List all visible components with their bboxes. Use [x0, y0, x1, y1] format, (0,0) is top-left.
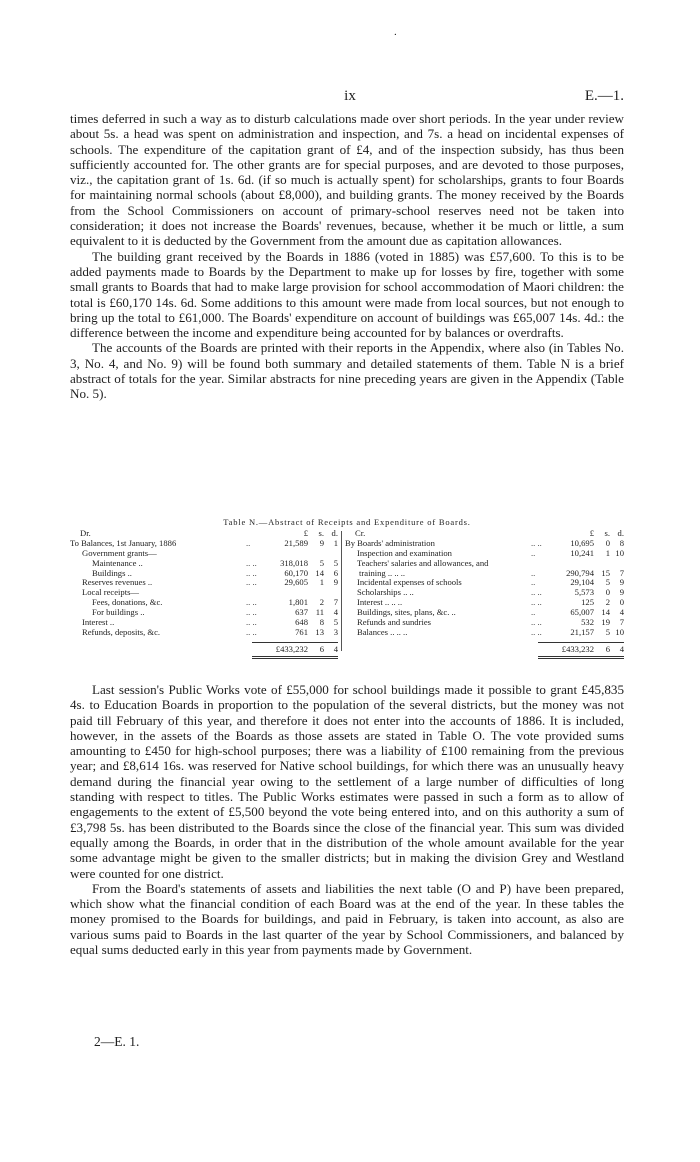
pounds: 21,589: [284, 537, 308, 548]
shillings: 5: [605, 626, 610, 637]
pounds: 60,170: [284, 567, 308, 578]
pounds: 125: [581, 597, 594, 608]
pence: 1: [333, 537, 338, 548]
debit-total-row: [70, 642, 338, 656]
row-label: Buildings, sites, plans, &c. ..: [357, 607, 456, 618]
shillings: 5: [319, 557, 324, 568]
shillings: 0: [605, 587, 610, 598]
row-amount: [556, 628, 624, 638]
total-pounds: £433,232: [561, 643, 594, 654]
total-rule: [252, 642, 338, 643]
paragraph: The accounts of the Boards are printed with their reports in the Appendix, where also (in Tables No. 3, No. 4, and No. 9) will be found both summary and detailed statements of them. Table N is a brief abstract of totals for the year. Similar abstracts for nine preceding years are given in the Appendix (Table No. 5).: [70, 340, 624, 402]
shillings: 0: [605, 537, 610, 548]
pence-header: d.: [331, 528, 338, 538]
pounds: 5,573: [574, 587, 594, 598]
row-amount: [270, 539, 338, 549]
row-amount: [556, 549, 624, 559]
credit-total-row: [345, 642, 624, 656]
leader-dots: .. ..: [531, 626, 542, 637]
total-shillings: 6: [319, 643, 324, 654]
row-label: Incidental expenses of schools: [357, 577, 462, 588]
row-label: To Balances, 1st January, 1886: [70, 537, 177, 548]
row-label: By Boards' administration: [345, 537, 435, 548]
debit-total: [270, 645, 338, 655]
leader-dots: ..: [531, 577, 536, 588]
row-label: Refunds and sundries: [357, 617, 431, 628]
double-rule: [252, 656, 338, 659]
row-label: Refunds, deposits, &c.: [82, 626, 161, 637]
shillings: 1: [605, 547, 610, 558]
pounds: 648: [295, 617, 308, 628]
pence: 9: [619, 577, 624, 588]
pence: 9: [619, 587, 624, 598]
row-amount: [270, 578, 338, 588]
row-amount: [270, 628, 338, 638]
leader-dots: ..: [531, 567, 536, 578]
leader-dots: .. ..: [531, 537, 542, 548]
pounds: 29,605: [284, 577, 308, 588]
pence: 6: [333, 567, 338, 578]
table-caption: Table N.—Abstract of Receipts and Expenditure of Boards.: [223, 517, 471, 527]
shillings: 5: [605, 577, 610, 588]
leader-dots: .. ..: [246, 567, 257, 578]
paragraph: times deferred in such a way as to disturb calculations made over short periods. In the year under review about 5s. a head was spent on administration and inspection, and 7s. a head on incidental expenses of schools. The expenditure of the capitation grant of £4, and of the inspection subsidy, has thus been sufficiently accounted for. The other grants are for special purposes, and are devoted to those purposes, viz., the capitation grant of 1s. 6d. (if so much is actually spent) for scholarships, grants to four Boards for maintaining normal schools (about £8,000), and building grants. The money received by the Boards from the School Commissioners on account of primary-school reserves need not be taken into consideration; it does not increase the Boards' revenues, because, whether it be much or little, a sum equivalent to it is deducted by the Government from the amount due as capitation allowances.: [70, 111, 624, 249]
paragraph: The building grant received by the Boards in 1886 (voted in 1885) was £57,600. To this is to be added payments made to Boards by the Department to make up for losses by fire, together with some small grants to Boards that had to make large provision for school accommodation of Maori children: the total is £60,170 14s. 6d. Some additions to this amount were made from local sources, but not enough to bring up the total to £61,000. The Boards' expenditure on account of buildings was £65,007 14s. 4d.: the difference between the income and expenditure being accounted for by balances or overdrafts.: [70, 248, 624, 341]
document-reference: E.—1.: [584, 88, 624, 104]
row-label: Inspection and examination: [357, 547, 452, 558]
page-signature: 2—E. 1.: [94, 1034, 140, 1049]
pence: 7: [333, 597, 338, 608]
shillings: 9: [319, 537, 324, 548]
pence: 4: [333, 607, 338, 618]
leader-dots: ..: [531, 547, 536, 558]
shillings: 14: [315, 567, 324, 578]
leader-dots: .. ..: [531, 597, 542, 608]
pence: 10: [615, 626, 624, 637]
leader-dots: .. ..: [246, 607, 257, 618]
pence: 7: [619, 567, 624, 578]
pounds: 21,157: [570, 626, 594, 637]
pounds: 65,007: [570, 607, 594, 618]
leader-dots: .. ..: [246, 617, 257, 628]
pounds-header: £: [303, 528, 308, 538]
row-label: Buildings ..: [92, 567, 132, 578]
pounds: 637: [295, 607, 308, 618]
shillings-header: s.: [604, 528, 610, 538]
top-mark: .: [394, 26, 397, 38]
total-pence: 4: [619, 643, 624, 654]
pence: 8: [619, 537, 624, 548]
total-shillings: 6: [605, 643, 610, 654]
row-label: Local receipts—: [82, 587, 140, 598]
pounds: 10,241: [570, 547, 594, 558]
row-label: Teachers' salaries and allowances, and: [357, 557, 489, 568]
pounds: 761: [295, 626, 308, 637]
leader-dots: ..: [531, 607, 536, 618]
shillings: 2: [605, 597, 610, 608]
shillings-header: s.: [318, 528, 324, 538]
leader-dots: ..: [246, 537, 251, 548]
row-label: Interest .. .. ..: [357, 597, 403, 608]
body-text-top: [70, 111, 624, 402]
pence: 5: [333, 557, 338, 568]
shillings: 14: [601, 607, 610, 618]
ledger-row: [345, 628, 624, 638]
row-label: training .. .. ..: [359, 567, 406, 578]
pence: 7: [619, 617, 624, 628]
pence: 0: [619, 597, 624, 608]
leader-dots: .. ..: [246, 577, 257, 588]
debit-heading: Dr.: [80, 528, 91, 538]
pence: 5: [333, 617, 338, 628]
leader-dots: .. ..: [246, 557, 257, 568]
receipts-expenditure-table: [70, 529, 624, 672]
leader-dots: .. ..: [531, 587, 542, 598]
pounds: 532: [581, 617, 594, 628]
paragraph: Last session's Public Works vote of £55,000 for school buildings made it possible to grant £45,835 4s. to Education Boards in proportion to the population of the several districts, but the money was not paid till February of this year, and therefore it does not enter into the accounts of 1886. It is included, however, in the assets of the Boards as those assets are stated in Table O. The vote provided sums amounting to £450 for high-school purposes; there was a liability of £100 remaining from the previous year; and £8,614 16s. was reserved for Native school buildings, for which there was an unusually heavy demand during the financial year owing to the settlement of a large number of difficulties of long standing with respect to titles. The Public Works estimates were passed in such a form as to allow of engagements to the extent of £5,500 beyond the vote being entered into, and on this authority a sum of £3,798 5s. has been distributed to the Boards since the close of the financial year. This sum was divided equally among the Boards, in order that in the distribution of the whole amount available for the year some advantage might be given to the smaller districts; but in making the division Grey and Westland were counted for one district.: [70, 682, 624, 881]
pence-header: d.: [617, 528, 624, 538]
row-label: Government grants—: [82, 547, 157, 558]
total-pounds: £433,232: [275, 643, 308, 654]
pounds: 10,695: [570, 537, 594, 548]
row-label: For buildings ..: [92, 607, 145, 618]
credit-heading: Cr.: [355, 528, 366, 538]
credit-rows: [345, 539, 624, 638]
row-label: Balances .. .. ..: [357, 626, 408, 637]
shillings: 11: [315, 607, 324, 618]
pounds: 318,018: [280, 557, 308, 568]
paragraph: From the Board's statements of assets and liabilities the next table (O and P) have been prepared, which show what the financial condition of each Board was at the end of the year. In these tables the money promised to the Boards for buildings, and paid in February, is taken into account, as also are various sums paid to Boards in the last quarter of the year by School Commissioners, and balanced by equal sums deducted early in this year from payments made by Government.: [70, 880, 624, 958]
row-label: Reserves revenues ..: [82, 577, 153, 588]
ledger-row: [70, 628, 338, 638]
row-label: Fees, donations, &c.: [92, 597, 163, 608]
total-rule: [538, 642, 624, 643]
credit-side: [345, 529, 624, 656]
total-pence: 4: [333, 643, 338, 654]
shillings: 8: [319, 617, 324, 628]
debit-rows: [70, 539, 338, 638]
column-divider: [341, 531, 342, 651]
pounds: 290,794: [566, 567, 594, 578]
pence: 3: [333, 626, 338, 637]
leader-dots: .. ..: [531, 617, 542, 628]
body-text-bottom: [70, 682, 624, 957]
row-label: Interest ..: [82, 617, 115, 628]
row-label: Scholarships .. ..: [357, 587, 414, 598]
shillings: 2: [319, 597, 324, 608]
shillings: 15: [601, 567, 610, 578]
leader-dots: .. ..: [246, 626, 257, 637]
shillings: 1: [319, 577, 324, 588]
pence: 9: [333, 577, 338, 588]
pence: 10: [615, 547, 624, 558]
shillings: 19: [601, 617, 610, 628]
page-number: ix: [344, 88, 356, 104]
pence: 4: [619, 607, 624, 618]
pounds-header: £: [589, 528, 594, 538]
pounds: 29,104: [570, 577, 594, 588]
debit-side: [70, 529, 338, 656]
leader-dots: .. ..: [246, 597, 257, 608]
row-label: Maintenance ..: [92, 557, 143, 568]
pounds: 1,801: [288, 597, 308, 608]
shillings: 13: [315, 626, 324, 637]
double-rule: [538, 656, 624, 659]
credit-total: [556, 645, 624, 655]
